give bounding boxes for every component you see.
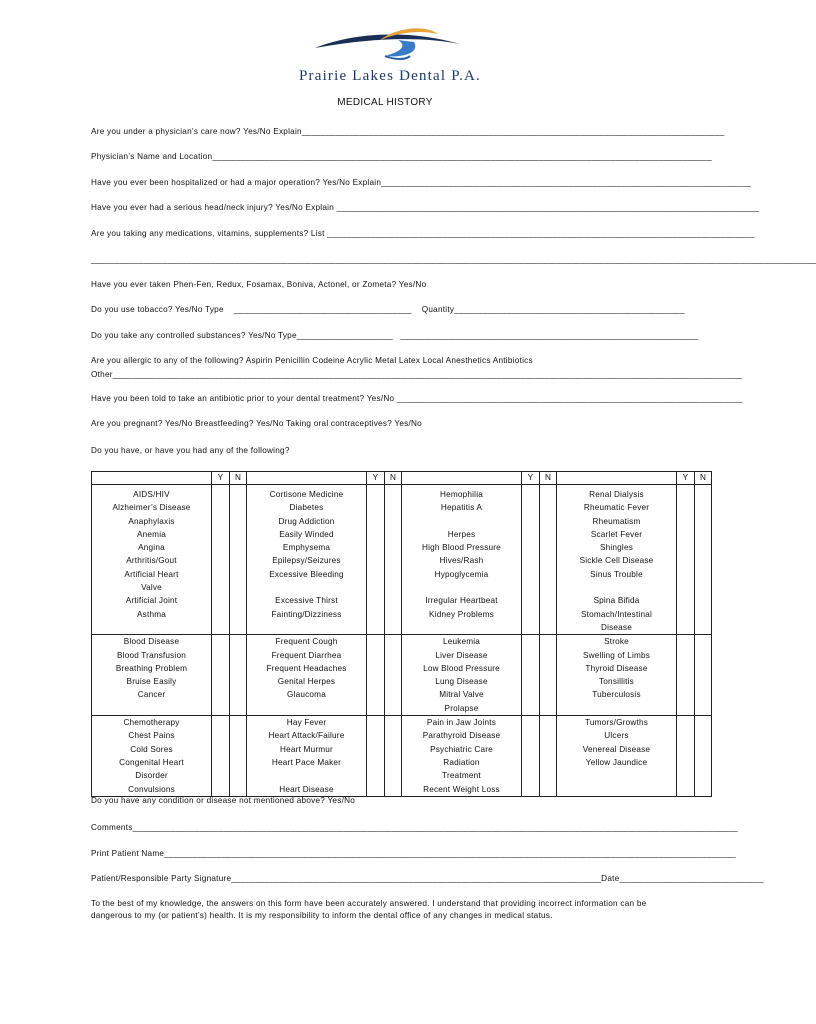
condition-no-checkbox[interactable] (695, 635, 712, 716)
condition-name: AIDS/HIV (133, 490, 170, 499)
condition-name: Hay Fever (286, 718, 327, 728)
condition-name: Congenital Heart (119, 757, 184, 767)
condition-name: Psychiatric Care (430, 744, 493, 754)
condition-name: Asthma (137, 609, 166, 619)
condition-name: Low Blood Pressure (423, 663, 500, 673)
condition-yes-checkbox[interactable] (677, 635, 695, 716)
condition-name: Alzheimer’s Disease (112, 503, 191, 513)
condition-name: High Blood Pressure (422, 543, 501, 553)
head-injury-question[interactable]: Have you ever had a serious head/neck injury? Yes/No Explain ________________________________________________________________________________________ (91, 203, 760, 212)
condition-name (247, 581, 366, 594)
condition-name: Scarlet Fever (590, 529, 643, 539)
allergies-other-line[interactable]: Other___________________________________________________________________________________________________________________________________ (91, 370, 742, 379)
condition-name (557, 581, 676, 594)
condition-name: Yellow Jaundice (585, 757, 648, 767)
yes-column-header: Y (367, 472, 385, 485)
condition-name: Heart Attack/Failure (268, 731, 345, 741)
condition-name: Frequent Headaches (266, 663, 347, 673)
condition-name: Heart Pace Maker (271, 757, 342, 767)
condition-name: Venereal Disease (582, 744, 651, 754)
condition-no-checkbox[interactable] (540, 485, 557, 635)
condition-name: Drug Addiction (278, 516, 335, 526)
condition-name: Mitral Valve (439, 690, 484, 700)
lake-swoosh-logo-graphic (310, 26, 470, 66)
acknowledgement-statement: To the best of my knowledge, the answers on this form have been accurately answered. I understand that providing incorrect information can be dangerous to my (or patient’s) health. It is my responsibility to inform the dental office of any changes in medical status. (91, 899, 647, 920)
condition-name (402, 515, 521, 528)
condition-name: Cancer (137, 690, 166, 700)
physician-name-question[interactable]: Physician’s Name and Location________________________________________________________________________________________________________ (91, 152, 712, 161)
table-row (92, 485, 712, 635)
condition-name: Epilepsy/Seizures (272, 556, 341, 566)
hospitalized-question[interactable]: Have you ever been hospitalized or had a major operation? Yes/No Explain_____________________________________________________________________________ (91, 178, 752, 187)
comments-line[interactable]: Comments______________________________________________________________________________________________________________________________ (91, 823, 738, 832)
print-name-line[interactable]: Print Patient Name_______________________________________________________________________________________________________________________ (91, 849, 736, 858)
controlled-substances-question[interactable]: Do you take any controlled substances? Yes/No Type____________________ ______________________________________________________________ (91, 331, 699, 340)
condition-name: Easily Winded (279, 529, 334, 539)
condition-name: Valve (141, 583, 162, 593)
condition-name: Spina Bifida (593, 596, 640, 606)
yes-column-header: Y (212, 472, 230, 485)
condition-name: Rheumatism (592, 516, 641, 526)
condition-name: Fainting/Dizziness (271, 609, 342, 619)
condition-name: Leukemia (442, 637, 481, 647)
condition-no-checkbox[interactable] (230, 485, 247, 635)
page-title: MEDICAL HISTORY (337, 97, 433, 108)
condition-name: Arthritis/Gout (126, 556, 177, 566)
condition-yes-checkbox[interactable] (212, 485, 230, 635)
condition-name: Shingles (599, 543, 633, 553)
allergies-question[interactable]: Are you allergic to any of the following? Aspirin Penicillin Codeine Acrylic Metal Latex Local Anesthetics Antibiotics (91, 356, 533, 365)
condition-yes-checkbox[interactable] (522, 635, 540, 716)
condition-list (92, 485, 212, 635)
condition-list (402, 635, 522, 716)
condition-name: Treatment (442, 771, 481, 781)
medications-question[interactable]: Are you taking any medications, vitamins, supplements? List _________________________________________________________________________________________ (91, 229, 755, 238)
condition-yes-checkbox[interactable] (522, 485, 540, 635)
condition-name: Bruise Easily (126, 677, 177, 687)
condition-name: Genital Herpes (277, 677, 336, 687)
condition-name: Artificial Joint (125, 596, 178, 606)
condition-no-checkbox[interactable] (540, 635, 557, 716)
condition-name: Tumors/Growths (584, 718, 648, 728)
physician-care-question[interactable]: Are you under a physician’s care now? Yes/No Explain________________________________________________________________________________________ (91, 127, 725, 136)
condition-list (557, 485, 677, 635)
antibiotic-premed-question[interactable]: Have you been told to take an antibiotic prior to your dental treatment? Yes/No ________________________________________________________________________ (91, 394, 743, 403)
condition-name: Liver Disease (435, 650, 488, 660)
condition-name: Diabetes (289, 503, 324, 513)
condition-name: Kidney Problems (429, 609, 494, 619)
condition-name: Hypoglycemia (434, 569, 489, 579)
condition-yes-checkbox[interactable] (367, 485, 385, 635)
condition-name: Prolapse (444, 703, 479, 713)
condition-name: Tuberculosis (592, 690, 641, 700)
condition-yes-checkbox[interactable] (677, 485, 695, 635)
condition-name: Heart Murmur (280, 744, 333, 754)
condition-name: Pain in Jaw Joints (426, 718, 497, 728)
condition-no-checkbox[interactable] (230, 716, 247, 797)
condition-name: Chest Pains (128, 731, 175, 741)
pregnancy-question[interactable]: Are you pregnant? Yes/No Breastfeeding? Yes/No Taking oral contraceptives? Yes/No (91, 419, 422, 428)
condition-name: Excessive Bleeding (269, 569, 344, 579)
condition-name: Sinus Trouble (590, 569, 643, 579)
condition-name: Stomach/Intestinal (581, 609, 652, 619)
condition-name: Convulsions (128, 784, 175, 794)
condition-list (92, 635, 212, 716)
condition-name: Hemophilia (440, 490, 483, 499)
yes-column-header: Y (522, 472, 540, 485)
no-column-header: N (540, 472, 557, 485)
phenfen-question[interactable]: Have you ever taken Phen-Fen, Redux, Fosamax, Boniva, Actonel, or Zometa? Yes/No (91, 280, 427, 289)
condition-name: Glaucoma (287, 690, 326, 700)
condition-name: Cold Sores (130, 744, 173, 754)
condition-name: Frequent Diarrhea (271, 650, 342, 660)
condition-no-checkbox[interactable] (385, 485, 402, 635)
conditions-table (91, 471, 712, 797)
condition-name: Hepatitis A (440, 503, 483, 513)
condition-name: Anemia (137, 529, 166, 539)
condition-name: Thyroid Disease (585, 663, 648, 673)
condition-list (247, 635, 367, 716)
condition-name: Recent Weight Loss (423, 784, 500, 794)
condition-name: Heart Disease (279, 784, 334, 794)
condition-name: Renal Dialysis (589, 490, 644, 499)
conditions-intro: Do you have, or have you had any of the following? (91, 446, 290, 455)
condition-name: Emphysema (282, 543, 331, 553)
condition-no-checkbox[interactable] (695, 485, 712, 635)
condition-list (402, 485, 522, 635)
condition-name: Artificial Heart (124, 569, 179, 579)
condition-yes-checkbox[interactable] (677, 716, 695, 797)
condition-no-checkbox[interactable] (385, 635, 402, 716)
condition-name: Ulcers (604, 731, 629, 741)
condition-name (402, 581, 521, 594)
condition-name: Cortisone Medicine (269, 490, 344, 499)
table-header-row (92, 472, 712, 485)
condition-name: Lung Disease (435, 677, 488, 687)
condition-yes-checkbox[interactable] (367, 635, 385, 716)
condition-name: Blood Disease (123, 637, 180, 647)
condition-name: Parathyroid Disease (422, 731, 501, 741)
condition-list (247, 716, 367, 797)
yes-column-header: Y (677, 472, 695, 485)
tobacco-question[interactable]: Do you use tobacco? Yes/No Type _____________________________________ Quantity________________________________________________ (91, 305, 685, 314)
condition-no-checkbox[interactable] (230, 635, 247, 716)
condition-name: Irregular Heartbeat (425, 596, 498, 606)
condition-name: Breathing Problem (115, 663, 188, 673)
other-condition-question[interactable]: Do you have any condition or disease not mentioned above? Yes/No (91, 796, 356, 805)
condition-name: Rheumatic Fever (583, 503, 650, 513)
practice-logo (290, 26, 490, 88)
no-column-header: N (695, 472, 712, 485)
condition-name: Stroke (604, 637, 629, 647)
condition-name: Radiation (443, 757, 480, 767)
no-column-header: N (230, 472, 247, 485)
condition-list (557, 716, 677, 797)
condition-no-checkbox[interactable] (385, 716, 402, 797)
condition-no-checkbox[interactable] (540, 716, 557, 797)
condition-name: Sickle Cell Disease (579, 556, 654, 566)
condition-name: Tonsillitis (599, 677, 634, 687)
condition-name: Hives/Rash (439, 556, 484, 566)
table-row (92, 635, 712, 716)
medications-extra-line[interactable]: _______________________________________________________________________________________________________________________________________________________ (91, 255, 816, 264)
condition-name (247, 769, 366, 782)
no-column-header: N (385, 472, 402, 485)
signature-line[interactable]: Patient/Responsible Party Signature_____________________________________________________________________________Date______________________________ (91, 874, 764, 883)
condition-list (92, 716, 212, 797)
condition-list (402, 716, 522, 797)
condition-no-checkbox[interactable] (695, 716, 712, 797)
condition-name: Disease (601, 622, 632, 632)
condition-name: Disorder (135, 771, 168, 781)
condition-name: Angina (138, 543, 165, 553)
condition-name: Excessive Thirst (275, 596, 338, 606)
condition-name: Herpes (447, 529, 476, 539)
condition-name: Blood Transfusion (117, 650, 186, 660)
condition-list (247, 485, 367, 635)
table-row (92, 716, 712, 797)
condition-list (557, 635, 677, 716)
condition-name: Anaphylaxis (128, 516, 175, 526)
condition-yes-checkbox[interactable] (367, 716, 385, 797)
condition-yes-checkbox[interactable] (212, 716, 230, 797)
condition-yes-checkbox[interactable] (212, 635, 230, 716)
condition-name: Swelling of Limbs (582, 650, 651, 660)
condition-yes-checkbox[interactable] (522, 716, 540, 797)
condition-name: Chemotherapy (123, 718, 180, 728)
condition-name: Frequent Cough (275, 637, 338, 647)
practice-name: Prairie Lakes Dental P.A. (298, 68, 482, 84)
